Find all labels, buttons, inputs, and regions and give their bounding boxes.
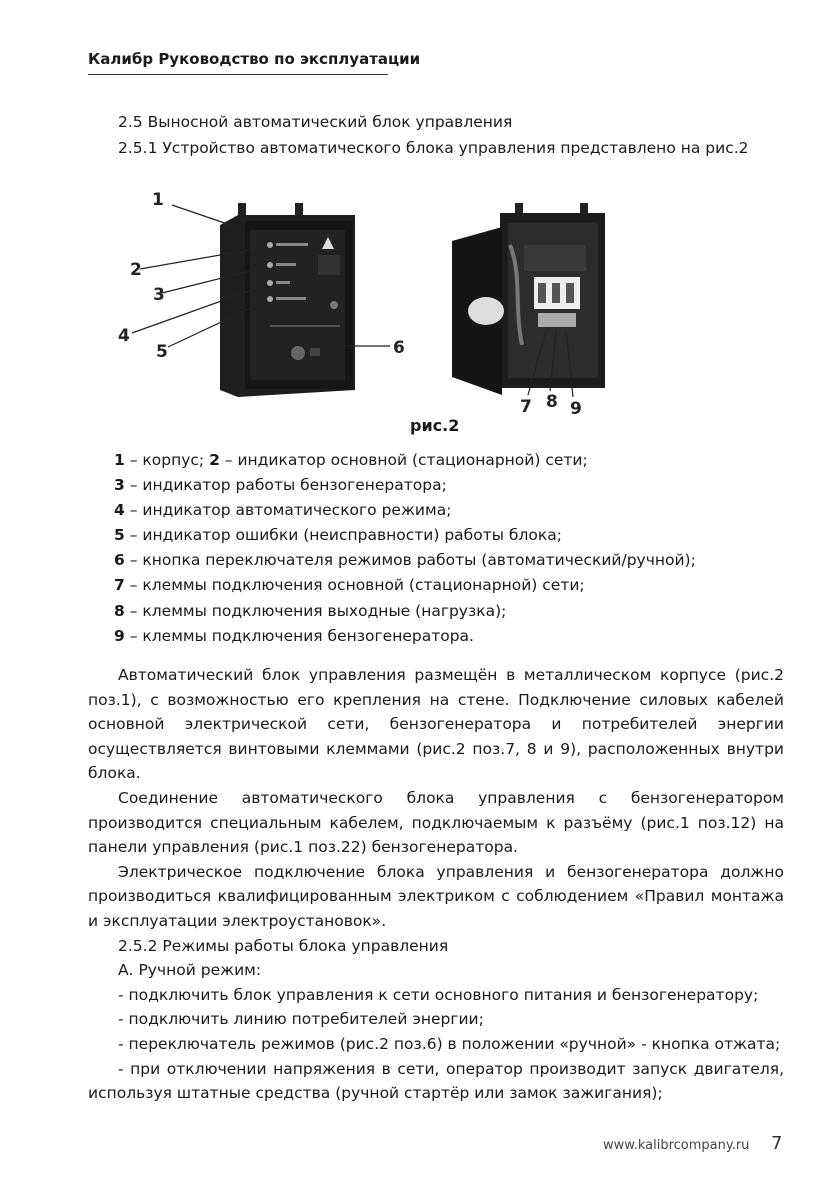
closed-box	[220, 203, 355, 397]
paragraph: Электрическое подключение блока управления и бензогенератора должно производиться квалифицированным электриком с соблюдением «Правил монтажа и эксплуатации электроустановок».	[88, 862, 784, 930]
legend-item: 4 – индикатор автоматического режима;	[114, 501, 452, 520]
callout-6: 6	[393, 338, 405, 358]
legend-item: 7 – клеммы подключения основной (стационарной) сети;	[114, 576, 585, 595]
subsection-heading: 2.5.1 Устройство автоматического блока управления представлено на рис.2	[118, 139, 749, 157]
callout-3: 3	[153, 285, 165, 305]
callout-7: 7	[520, 397, 532, 417]
list-step: - подключить линию потребителей энергии;	[118, 1010, 484, 1029]
callout-8: 8	[546, 392, 558, 412]
page-number: 7	[771, 1133, 783, 1154]
paragraph: Соединение автоматического блока управления с бензогенератором производится специальным кабелем, подключаемым к разъёму (рис.1 поз.12) на панели управления (рис.1 поз.22) бензогенератора.	[88, 788, 784, 857]
footer-url: www.kalibrcompany.ru	[603, 1138, 750, 1153]
running-header: Калибр Руководство по эксплуатации	[88, 50, 421, 68]
open-box	[452, 203, 605, 395]
list-step: - переключатель режимов (рис.2 поз.6) в положении «ручной» - кнопка отжата;	[118, 1034, 781, 1053]
callout-4: 4	[118, 326, 130, 346]
body-text	[88, 663, 784, 1106]
callout-9: 9	[570, 399, 582, 419]
control-unit-illustration	[110, 185, 610, 440]
legend-item: 8 – клеммы подключения выходные (нагрузка);	[114, 601, 507, 620]
callout-2: 2	[130, 260, 142, 280]
list-step: - при отключении напряжения в сети, оператор производит запуск двигателя, используя штатные средства (ручной стартёр или замок зажигания);	[88, 1059, 784, 1103]
section-heading: 2.5 Выносной автоматический блок управления	[118, 113, 513, 131]
legend-item: 5 – индикатор ошибки (неисправности) работы блока;	[114, 526, 562, 545]
legend-item: 1 – корпус; 2 – индикатор основной (стационарной) сети;	[114, 451, 588, 469]
mode-title: А. Ручной режим:	[118, 961, 262, 980]
callout-5: 5	[156, 342, 168, 362]
legend-item: 3 – индикатор работы бензогенератора;	[114, 476, 447, 495]
subsection-title: 2.5.2 Режимы работы блока управления	[118, 936, 449, 955]
figure-caption: рис.2	[410, 416, 460, 435]
paragraph: Автоматический блок управления размещён в металлическом корпусе (рис.2 поз.1), с возможностью его крепления на стене. Подключение силовых кабелей основной электрической сети, бензогенератора и потребителей энергии осуществляется винтовыми клеммами (рис.2 поз.7, 8 и 9), расположенных внутри блока.	[88, 666, 784, 783]
figure-legend	[114, 448, 814, 649]
legend-item: 9 – клеммы подключения бензогенератора.	[114, 626, 474, 645]
list-step: - подключить блок управления к сети основного питания и бензогенератору;	[118, 985, 759, 1004]
callout-1: 1	[152, 190, 164, 210]
legend-item: 6 – кнопка переключателя режимов работы (автоматический/ручной);	[114, 551, 696, 570]
figure-control-unit	[110, 185, 610, 440]
header-rule	[88, 74, 388, 75]
